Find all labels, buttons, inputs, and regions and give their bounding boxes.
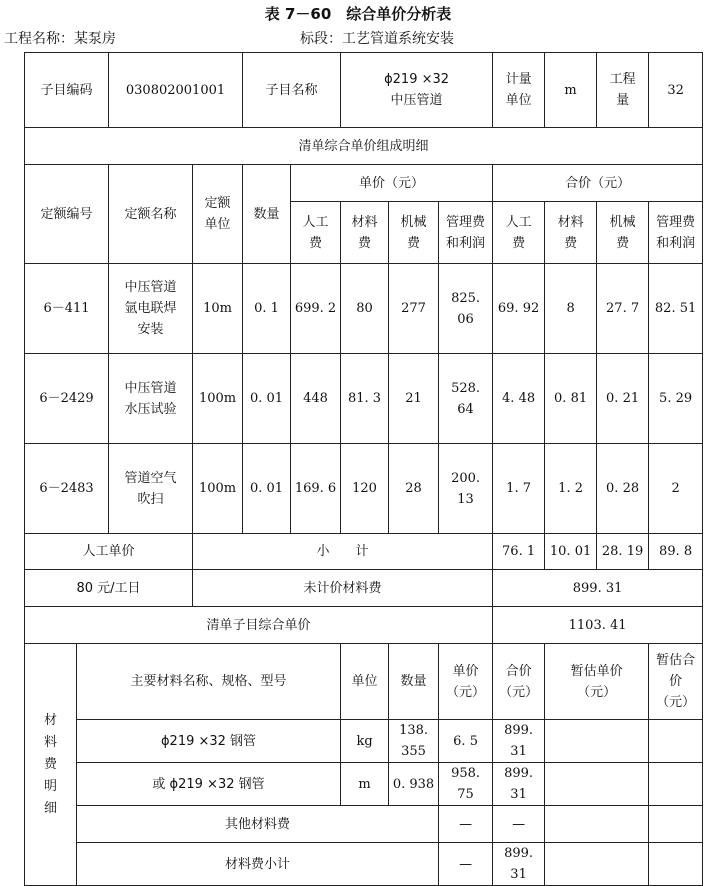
unit-mgmt: 200. 13 xyxy=(439,444,493,534)
other-material-row xyxy=(25,806,703,843)
quota-name: 中压管道 氩电联焊 安装 xyxy=(109,264,193,354)
material-subtotal-price: — xyxy=(439,843,493,886)
labor-rate-value: 80 元/工日 xyxy=(25,570,193,607)
quota-name: 中压管道 水压试验 xyxy=(109,354,193,444)
col-u-material: 材料 费 xyxy=(341,202,389,264)
project-name: 工程名称：某泵房 xyxy=(4,31,116,47)
total-mgmt: 82. 51 xyxy=(649,264,703,354)
subtotal-labor: 76. 1 xyxy=(493,534,545,570)
subtotal-label: 小 计 xyxy=(193,534,493,570)
subtotal-material: 10. 01 xyxy=(545,534,597,570)
material-row xyxy=(25,763,703,806)
col-material-price: 单价 （元） xyxy=(439,644,493,720)
total-labor: 69. 92 xyxy=(493,264,545,354)
other-material-label: 其他材料费 xyxy=(77,806,439,843)
material-row xyxy=(25,720,703,763)
quota-code: 6－411 xyxy=(25,264,109,354)
col-material-qty: 数量 xyxy=(389,644,439,720)
quota-qty: 0. 01 xyxy=(243,444,291,534)
material-header-row xyxy=(25,644,703,720)
total-mgmt: 2 xyxy=(649,444,703,534)
material-subtotal-label: 材料费小计 xyxy=(77,843,439,886)
detail-title: 清单综合单价组成明细 xyxy=(25,128,703,165)
quota-code: 6－2483 xyxy=(25,444,109,534)
unit-mgmt: 528. 64 xyxy=(439,354,493,444)
section-name: 标段：工艺管道系统安装 xyxy=(300,31,454,47)
total-labor: 4. 48 xyxy=(493,354,545,444)
col-quota-unit: 定额 单位 xyxy=(193,165,243,264)
col-quota-name: 定额名称 xyxy=(109,165,193,264)
total-material: 8 xyxy=(545,264,597,354)
material-side-label: 材 料 费 明 细 xyxy=(25,644,77,886)
subtotal-mgmt: 89. 8 xyxy=(649,534,703,570)
unit-labor: 699. 2 xyxy=(291,264,341,354)
unpriced-row xyxy=(25,570,703,607)
material-name: 或 ϕ219 ×32 钢管 xyxy=(77,763,341,806)
unit-machine: 21 xyxy=(389,354,439,444)
material-unit: m xyxy=(341,763,389,806)
subtotal-machine: 28. 19 xyxy=(597,534,649,570)
name-label: 子目名称 xyxy=(243,53,341,128)
table-title: 表 7－60 综合单价分析表 xyxy=(264,5,452,23)
unit-material: 81. 3 xyxy=(341,354,389,444)
total-material: 1. 2 xyxy=(545,444,597,534)
total-material: 0. 81 xyxy=(545,354,597,444)
col-quota-code: 定额编号 xyxy=(25,165,109,264)
unit-labor: 169. 6 xyxy=(291,444,341,534)
unpriced-label: 未计价材料费 xyxy=(193,570,493,607)
composite-value: 1103. 41 xyxy=(493,607,703,644)
material-total: 899. 31 xyxy=(493,720,545,763)
material-subtotal-row xyxy=(25,843,703,886)
col-t-mgmt: 管理费 和利润 xyxy=(649,202,703,264)
subtotal-est-total xyxy=(649,843,703,886)
quota-unit: 10m xyxy=(193,264,243,354)
total-machine: 0. 21 xyxy=(597,354,649,444)
material-est-price xyxy=(545,720,649,763)
unit-mgmt: 825. 06 xyxy=(439,264,493,354)
unit-material: 120 xyxy=(341,444,389,534)
other-est-price xyxy=(545,806,649,843)
material-est-price xyxy=(545,763,649,806)
col-material-name: 主要材料名称、规格、型号 xyxy=(77,644,341,720)
col-t-labor: 人工 费 xyxy=(493,202,545,264)
table-row xyxy=(25,264,703,354)
unit-value: m xyxy=(545,53,597,128)
name-value: ϕ219 ×32 中压管道 xyxy=(341,53,493,128)
unit-price-analysis-table xyxy=(24,52,703,886)
code-label: 子目编码 xyxy=(25,53,109,128)
total-machine: 27. 7 xyxy=(597,264,649,354)
quantity-value: 32 xyxy=(649,53,703,128)
col-total-price: 合价（元） xyxy=(493,165,703,202)
col-material-unit: 单位 xyxy=(341,644,389,720)
labor-rate-label: 人工单价 xyxy=(25,534,193,570)
col-t-machine: 机械 费 xyxy=(597,202,649,264)
unpriced-value: 899. 31 xyxy=(493,570,703,607)
col-u-mgmt: 管理费 和利润 xyxy=(439,202,493,264)
composite-row xyxy=(25,607,703,644)
composite-label: 清单子目综合单价 xyxy=(25,607,493,644)
quota-unit: 100m xyxy=(193,444,243,534)
quota-qty: 0. 01 xyxy=(243,354,291,444)
col-u-machine: 机械 费 xyxy=(389,202,439,264)
unit-machine: 28 xyxy=(389,444,439,534)
header-row xyxy=(25,53,703,128)
other-material-price: — xyxy=(439,806,493,843)
unit-material: 80 xyxy=(341,264,389,354)
unit-label: 计量 单位 xyxy=(493,53,545,128)
table-row xyxy=(25,444,703,534)
material-name: ϕ219 ×32 钢管 xyxy=(77,720,341,763)
material-price: 6. 5 xyxy=(439,720,493,763)
material-est-total xyxy=(649,763,703,806)
material-qty: 0. 938 xyxy=(389,763,439,806)
code-value: 030802001001 xyxy=(109,53,243,128)
col-est-total: 暂估合价 （元） xyxy=(649,644,703,720)
total-mgmt: 5. 29 xyxy=(649,354,703,444)
col-unit-price: 单价（元） xyxy=(291,165,493,202)
material-price: 958. 75 xyxy=(439,763,493,806)
quota-name: 管道空气 吹扫 xyxy=(109,444,193,534)
material-subtotal-total: 899. 31 xyxy=(493,843,545,886)
col-est-price: 暂估单价 （元） xyxy=(545,644,649,720)
material-qty: 138. 355 xyxy=(389,720,439,763)
total-labor: 1. 7 xyxy=(493,444,545,534)
quantity-label: 工程 量 xyxy=(597,53,649,128)
unit-machine: 277 xyxy=(389,264,439,354)
table-row xyxy=(25,354,703,444)
subtotal-est-price xyxy=(545,843,649,886)
other-material-total: — xyxy=(493,806,545,843)
quota-qty: 0. 1 xyxy=(243,264,291,354)
material-unit: kg xyxy=(341,720,389,763)
quota-code: 6－2429 xyxy=(25,354,109,444)
subtotal-row xyxy=(25,534,703,570)
unit-labor: 448 xyxy=(291,354,341,444)
col-quantity: 数量 xyxy=(243,165,291,264)
total-machine: 0. 28 xyxy=(597,444,649,534)
material-est-total xyxy=(649,720,703,763)
other-est-total xyxy=(649,806,703,843)
col-material-total: 合价 （元） xyxy=(493,644,545,720)
col-t-material: 材料 费 xyxy=(545,202,597,264)
material-total: 899. 31 xyxy=(493,763,545,806)
quota-unit: 100m xyxy=(193,354,243,444)
col-u-labor: 人工 费 xyxy=(291,202,341,264)
